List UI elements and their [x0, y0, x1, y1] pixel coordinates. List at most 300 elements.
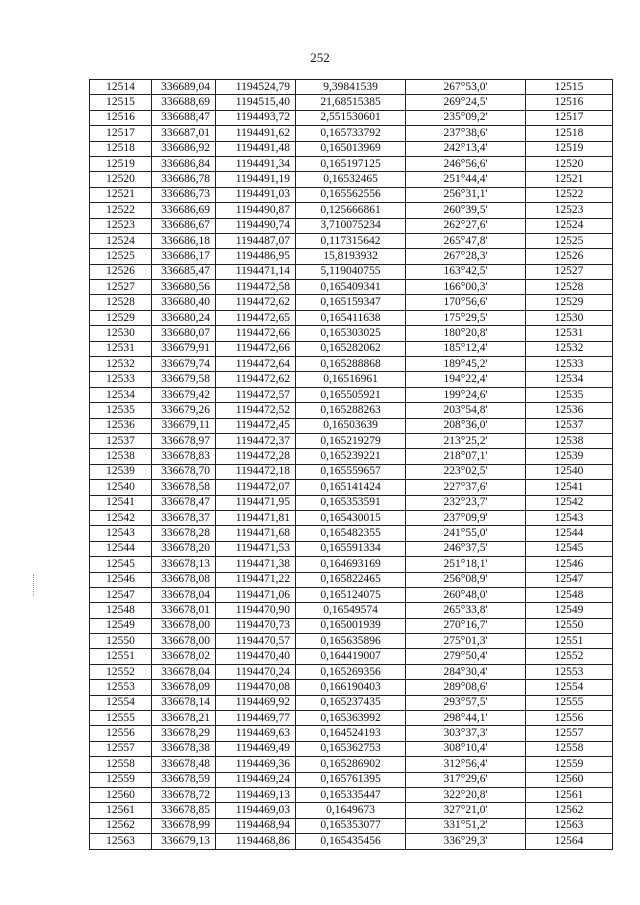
next-point-cell: 12554	[526, 680, 613, 695]
bearing-cell: 270°16,7'	[406, 618, 526, 633]
y-coordinate-cell: 1194472,64	[216, 357, 296, 372]
coordinates-table-body	[90, 80, 613, 850]
distance-cell: 0,16503639	[296, 418, 406, 433]
table-row	[90, 711, 613, 726]
next-point-cell: 12536	[526, 403, 613, 418]
bearing-cell: 317°29,6'	[406, 772, 526, 787]
y-coordinate-cell: 1194471,38	[216, 557, 296, 572]
y-coordinate-cell: 1194469,13	[216, 787, 296, 802]
y-coordinate-cell: 1194471,22	[216, 572, 296, 587]
next-point-cell: 12549	[526, 603, 613, 618]
table-row	[90, 526, 613, 541]
point-number-cell: 12531	[90, 341, 152, 356]
y-coordinate-cell: 1194472,37	[216, 433, 296, 448]
distance-cell: 0,165591334	[296, 541, 406, 556]
bearing-cell: 223°02,5'	[406, 464, 526, 479]
table-row	[90, 618, 613, 633]
x-coordinate-cell: 336678,72	[152, 787, 216, 802]
bearing-cell: 262°27,6'	[406, 218, 526, 233]
bearing-cell: 185°12,4'	[406, 341, 526, 356]
margin-mark	[33, 574, 40, 596]
table-row	[90, 664, 613, 679]
distance-cell: 0,165141424	[296, 480, 406, 495]
point-number-cell: 12529	[90, 310, 152, 325]
point-number-cell: 12527	[90, 280, 152, 295]
point-number-cell: 12535	[90, 403, 152, 418]
bearing-cell: 303°37,3'	[406, 726, 526, 741]
y-coordinate-cell: 1194493,72	[216, 110, 296, 125]
next-point-cell: 12517	[526, 110, 613, 125]
table-row	[90, 741, 613, 756]
next-point-cell: 12531	[526, 326, 613, 341]
point-number-cell: 12518	[90, 141, 152, 156]
next-point-cell: 12537	[526, 418, 613, 433]
next-point-cell: 12548	[526, 587, 613, 602]
y-coordinate-cell: 1194470,73	[216, 618, 296, 633]
x-coordinate-cell: 336678,83	[152, 449, 216, 464]
table-row	[90, 634, 613, 649]
next-point-cell: 12515	[526, 80, 613, 95]
x-coordinate-cell: 336680,07	[152, 326, 216, 341]
y-coordinate-cell: 1194471,81	[216, 510, 296, 525]
x-coordinate-cell: 336686,92	[152, 141, 216, 156]
y-coordinate-cell: 1194470,08	[216, 680, 296, 695]
table-row	[90, 387, 613, 402]
next-point-cell: 12533	[526, 357, 613, 372]
distance-cell: 0,165635896	[296, 634, 406, 649]
distance-cell: 21,68515385	[296, 95, 406, 110]
next-point-cell: 12558	[526, 741, 613, 756]
y-coordinate-cell: 1194490,87	[216, 203, 296, 218]
next-point-cell: 12559	[526, 757, 613, 772]
distance-cell: 0,165282062	[296, 341, 406, 356]
table-row	[90, 464, 613, 479]
x-coordinate-cell: 336678,58	[152, 480, 216, 495]
bearing-cell: 227°37,6'	[406, 480, 526, 495]
table-row	[90, 156, 613, 171]
bearing-cell: 289°08,6'	[406, 680, 526, 695]
x-coordinate-cell: 336678,14	[152, 695, 216, 710]
next-point-cell: 12541	[526, 480, 613, 495]
distance-cell: 0,165237435	[296, 695, 406, 710]
coordinates-table	[89, 79, 613, 850]
table-row	[90, 280, 613, 295]
table-row	[90, 510, 613, 525]
table-row	[90, 264, 613, 279]
bearing-cell: 251°44,4'	[406, 172, 526, 187]
table-row	[90, 649, 613, 664]
next-point-cell: 12546	[526, 557, 613, 572]
bearing-cell: 242°13,4'	[406, 141, 526, 156]
next-point-cell: 12526	[526, 249, 613, 264]
x-coordinate-cell: 336678,38	[152, 741, 216, 756]
y-coordinate-cell: 1194491,19	[216, 172, 296, 187]
distance-cell: 0,165363992	[296, 711, 406, 726]
bearing-cell: 275°01,3'	[406, 634, 526, 649]
y-coordinate-cell: 1194472,65	[216, 310, 296, 325]
y-coordinate-cell: 1194487,07	[216, 233, 296, 248]
bearing-cell: 265°47,8'	[406, 233, 526, 248]
x-coordinate-cell: 336686,67	[152, 218, 216, 233]
x-coordinate-cell: 336678,59	[152, 772, 216, 787]
point-number-cell: 12530	[90, 326, 152, 341]
next-point-cell: 12553	[526, 664, 613, 679]
table-row	[90, 341, 613, 356]
bearing-cell: 293°57,5'	[406, 695, 526, 710]
y-coordinate-cell: 1194472,57	[216, 387, 296, 402]
distance-cell: 0,165411638	[296, 310, 406, 325]
y-coordinate-cell: 1194469,36	[216, 757, 296, 772]
distance-cell: 0,165013969	[296, 141, 406, 156]
distance-cell: 0,16549574	[296, 603, 406, 618]
point-number-cell: 12526	[90, 264, 152, 279]
distance-cell: 0,165219279	[296, 433, 406, 448]
next-point-cell: 12547	[526, 572, 613, 587]
next-point-cell: 12527	[526, 264, 613, 279]
distance-cell: 3,710075234	[296, 218, 406, 233]
point-number-cell: 12550	[90, 634, 152, 649]
next-point-cell: 12552	[526, 649, 613, 664]
table-row	[90, 310, 613, 325]
next-point-cell: 12520	[526, 156, 613, 171]
point-number-cell: 12520	[90, 172, 152, 187]
y-coordinate-cell: 1194468,94	[216, 818, 296, 833]
next-point-cell: 12534	[526, 372, 613, 387]
x-coordinate-cell: 336678,28	[152, 526, 216, 541]
table-row	[90, 587, 613, 602]
distance-cell: 0,165269356	[296, 664, 406, 679]
bearing-cell: 203°54,8'	[406, 403, 526, 418]
point-number-cell: 12541	[90, 495, 152, 510]
y-coordinate-cell: 1194524,79	[216, 80, 296, 95]
y-coordinate-cell: 1194471,68	[216, 526, 296, 541]
next-point-cell: 12521	[526, 172, 613, 187]
next-point-cell: 12516	[526, 95, 613, 110]
distance-cell: 0,165335447	[296, 787, 406, 802]
bearing-cell: 237°38,6'	[406, 126, 526, 141]
x-coordinate-cell: 336686,84	[152, 156, 216, 171]
table-row	[90, 772, 613, 787]
table-row	[90, 403, 613, 418]
next-point-cell: 12551	[526, 634, 613, 649]
y-coordinate-cell: 1194470,57	[216, 634, 296, 649]
bearing-cell: 235°09,2'	[406, 110, 526, 125]
next-point-cell: 12535	[526, 387, 613, 402]
point-number-cell: 12562	[90, 818, 152, 833]
bearing-cell: 267°53,0'	[406, 80, 526, 95]
x-coordinate-cell: 336678,37	[152, 510, 216, 525]
table-row	[90, 803, 613, 818]
distance-cell: 0,165159347	[296, 295, 406, 310]
x-coordinate-cell: 336678,01	[152, 603, 216, 618]
y-coordinate-cell: 1194471,95	[216, 495, 296, 510]
next-point-cell: 12542	[526, 495, 613, 510]
bearing-cell: 298°44,1'	[406, 711, 526, 726]
point-number-cell: 12533	[90, 372, 152, 387]
x-coordinate-cell: 336678,20	[152, 541, 216, 556]
distance-cell: 0,165559657	[296, 464, 406, 479]
bearing-cell: 199°24,6'	[406, 387, 526, 402]
x-coordinate-cell: 336678,04	[152, 587, 216, 602]
point-number-cell: 12555	[90, 711, 152, 726]
table-row	[90, 172, 613, 187]
bearing-cell: 175°29,5'	[406, 310, 526, 325]
next-point-cell: 12563	[526, 818, 613, 833]
bearing-cell: 327°21,0'	[406, 803, 526, 818]
distance-cell: 0,164524193	[296, 726, 406, 741]
next-point-cell: 12540	[526, 464, 613, 479]
x-coordinate-cell: 336678,29	[152, 726, 216, 741]
x-coordinate-cell: 336678,99	[152, 818, 216, 833]
y-coordinate-cell: 1194469,77	[216, 711, 296, 726]
bearing-cell: 246°56,6'	[406, 156, 526, 171]
table-row	[90, 757, 613, 772]
next-point-cell: 12529	[526, 295, 613, 310]
point-number-cell: 12528	[90, 295, 152, 310]
distance-cell: 0,165303025	[296, 326, 406, 341]
x-coordinate-cell: 336686,18	[152, 233, 216, 248]
distance-cell: 0,165409341	[296, 280, 406, 295]
next-point-cell: 12539	[526, 449, 613, 464]
distance-cell: 2,551530601	[296, 110, 406, 125]
next-point-cell: 12562	[526, 803, 613, 818]
distance-cell: 0,165239221	[296, 449, 406, 464]
point-number-cell: 12543	[90, 526, 152, 541]
x-coordinate-cell: 336678,00	[152, 634, 216, 649]
point-number-cell: 12561	[90, 803, 152, 818]
bearing-cell: 279°50,4'	[406, 649, 526, 664]
table-row	[90, 95, 613, 110]
point-number-cell: 12516	[90, 110, 152, 125]
table-row	[90, 357, 613, 372]
x-coordinate-cell: 336688,47	[152, 110, 216, 125]
distance-cell: 0,164419007	[296, 649, 406, 664]
bearing-cell: 312°56,4'	[406, 757, 526, 772]
point-number-cell: 12539	[90, 464, 152, 479]
distance-cell: 0,165124075	[296, 587, 406, 602]
distance-cell: 0,16516961	[296, 372, 406, 387]
y-coordinate-cell: 1194491,62	[216, 126, 296, 141]
next-point-cell: 12519	[526, 141, 613, 156]
y-coordinate-cell: 1194491,34	[216, 156, 296, 171]
bearing-cell: 260°39,5'	[406, 203, 526, 218]
table-row	[90, 126, 613, 141]
distance-cell: 0,165505921	[296, 387, 406, 402]
table-row	[90, 372, 613, 387]
distance-cell: 0,1649673	[296, 803, 406, 818]
next-point-cell: 12543	[526, 510, 613, 525]
point-number-cell: 12536	[90, 418, 152, 433]
point-number-cell: 12524	[90, 233, 152, 248]
y-coordinate-cell: 1194472,28	[216, 449, 296, 464]
x-coordinate-cell: 336686,73	[152, 187, 216, 202]
next-point-cell: 12564	[526, 834, 613, 849]
table-row	[90, 680, 613, 695]
point-number-cell: 12540	[90, 480, 152, 495]
table-row	[90, 557, 613, 572]
point-number-cell: 12545	[90, 557, 152, 572]
table-row	[90, 695, 613, 710]
point-number-cell: 12515	[90, 95, 152, 110]
distance-cell: 0,166190403	[296, 680, 406, 695]
x-coordinate-cell: 336689,04	[152, 80, 216, 95]
distance-cell: 0,165288263	[296, 403, 406, 418]
bearing-cell: 208°36,0'	[406, 418, 526, 433]
y-coordinate-cell: 1194491,03	[216, 187, 296, 202]
table-row	[90, 433, 613, 448]
distance-cell: 0,165822465	[296, 572, 406, 587]
table-row	[90, 295, 613, 310]
x-coordinate-cell: 336680,40	[152, 295, 216, 310]
bearing-cell: 336°29,3'	[406, 834, 526, 849]
x-coordinate-cell: 336679,74	[152, 357, 216, 372]
x-coordinate-cell: 336678,85	[152, 803, 216, 818]
point-number-cell: 12544	[90, 541, 152, 556]
x-coordinate-cell: 336680,24	[152, 310, 216, 325]
next-point-cell: 12561	[526, 787, 613, 802]
table-row	[90, 203, 613, 218]
x-coordinate-cell: 336678,09	[152, 680, 216, 695]
x-coordinate-cell: 336678,21	[152, 711, 216, 726]
point-number-cell: 12542	[90, 510, 152, 525]
y-coordinate-cell: 1194486,95	[216, 249, 296, 264]
next-point-cell: 12544	[526, 526, 613, 541]
y-coordinate-cell: 1194472,18	[216, 464, 296, 479]
x-coordinate-cell: 336678,13	[152, 557, 216, 572]
next-point-cell: 12556	[526, 711, 613, 726]
point-number-cell: 12534	[90, 387, 152, 402]
x-coordinate-cell: 336680,56	[152, 280, 216, 295]
bearing-cell: 232°23,7'	[406, 495, 526, 510]
y-coordinate-cell: 1194471,14	[216, 264, 296, 279]
bearing-cell: 308°10,4'	[406, 741, 526, 756]
point-number-cell: 12558	[90, 757, 152, 772]
y-coordinate-cell: 1194472,58	[216, 280, 296, 295]
bearing-cell: 163°42,5'	[406, 264, 526, 279]
y-coordinate-cell: 1194469,63	[216, 726, 296, 741]
table-row	[90, 449, 613, 464]
point-number-cell: 12547	[90, 587, 152, 602]
bearing-cell: 218°07,1'	[406, 449, 526, 464]
distance-cell: 0,165761395	[296, 772, 406, 787]
table-row	[90, 572, 613, 587]
x-coordinate-cell: 336679,58	[152, 372, 216, 387]
point-number-cell: 12517	[90, 126, 152, 141]
point-number-cell: 12553	[90, 680, 152, 695]
point-number-cell: 12563	[90, 834, 152, 849]
x-coordinate-cell: 336687,01	[152, 126, 216, 141]
bearing-cell: 194°22,4'	[406, 372, 526, 387]
y-coordinate-cell: 1194515,40	[216, 95, 296, 110]
point-number-cell: 12548	[90, 603, 152, 618]
bearing-cell: 256°31,1'	[406, 187, 526, 202]
y-coordinate-cell: 1194471,06	[216, 587, 296, 602]
distance-cell: 0,165482355	[296, 526, 406, 541]
point-number-cell: 12537	[90, 433, 152, 448]
x-coordinate-cell: 336686,78	[152, 172, 216, 187]
bearing-cell: 267°28,3'	[406, 249, 526, 264]
x-coordinate-cell: 336678,97	[152, 433, 216, 448]
x-coordinate-cell: 336679,91	[152, 341, 216, 356]
table-row	[90, 787, 613, 802]
y-coordinate-cell: 1194472,52	[216, 403, 296, 418]
next-point-cell: 12523	[526, 203, 613, 218]
x-coordinate-cell: 336679,11	[152, 418, 216, 433]
point-number-cell: 12538	[90, 449, 152, 464]
distance-cell: 0,165362753	[296, 741, 406, 756]
point-number-cell: 12560	[90, 787, 152, 802]
table-row	[90, 326, 613, 341]
table-row	[90, 834, 613, 849]
table-row	[90, 80, 613, 95]
bearing-cell: 180°20,8'	[406, 326, 526, 341]
table-row	[90, 141, 613, 156]
table-row	[90, 233, 613, 248]
bearing-cell: 331°51,2'	[406, 818, 526, 833]
y-coordinate-cell: 1194472,66	[216, 326, 296, 341]
next-point-cell: 12550	[526, 618, 613, 633]
y-coordinate-cell: 1194469,03	[216, 803, 296, 818]
y-coordinate-cell: 1194470,40	[216, 649, 296, 664]
y-coordinate-cell: 1194472,62	[216, 372, 296, 387]
point-number-cell: 12554	[90, 695, 152, 710]
distance-cell: 0,117315642	[296, 233, 406, 248]
next-point-cell: 12528	[526, 280, 613, 295]
y-coordinate-cell: 1194468,86	[216, 834, 296, 849]
x-coordinate-cell: 336686,17	[152, 249, 216, 264]
distance-cell: 0,165197125	[296, 156, 406, 171]
table-row	[90, 418, 613, 433]
x-coordinate-cell: 336678,70	[152, 464, 216, 479]
table-row	[90, 187, 613, 202]
y-coordinate-cell: 1194469,49	[216, 741, 296, 756]
y-coordinate-cell: 1194490,74	[216, 218, 296, 233]
bearing-cell: 265°33,8'	[406, 603, 526, 618]
x-coordinate-cell: 336678,48	[152, 757, 216, 772]
bearing-cell: 269°24,5'	[406, 95, 526, 110]
table-row	[90, 249, 613, 264]
distance-cell: 0,125666861	[296, 203, 406, 218]
distance-cell: 0,165435456	[296, 834, 406, 849]
bearing-cell: 260°48,0'	[406, 587, 526, 602]
next-point-cell: 12524	[526, 218, 613, 233]
next-point-cell: 12530	[526, 310, 613, 325]
y-coordinate-cell: 1194472,07	[216, 480, 296, 495]
table-row	[90, 218, 613, 233]
point-number-cell: 12551	[90, 649, 152, 664]
point-number-cell: 12556	[90, 726, 152, 741]
next-point-cell: 12557	[526, 726, 613, 741]
point-number-cell: 12552	[90, 664, 152, 679]
next-point-cell: 12545	[526, 541, 613, 556]
bearing-cell: 241°55,0'	[406, 526, 526, 541]
point-number-cell: 12546	[90, 572, 152, 587]
bearing-cell: 170°56,6'	[406, 295, 526, 310]
distance-cell: 0,165430015	[296, 510, 406, 525]
point-number-cell: 12559	[90, 772, 152, 787]
bearing-cell: 284°30,4'	[406, 664, 526, 679]
next-point-cell: 12522	[526, 187, 613, 202]
point-number-cell: 12521	[90, 187, 152, 202]
x-coordinate-cell: 336678,04	[152, 664, 216, 679]
distance-cell: 9,39841539	[296, 80, 406, 95]
distance-cell: 0,165288868	[296, 357, 406, 372]
table-row	[90, 110, 613, 125]
y-coordinate-cell: 1194470,24	[216, 664, 296, 679]
y-coordinate-cell: 1194469,24	[216, 772, 296, 787]
y-coordinate-cell: 1194472,66	[216, 341, 296, 356]
table-row	[90, 818, 613, 833]
